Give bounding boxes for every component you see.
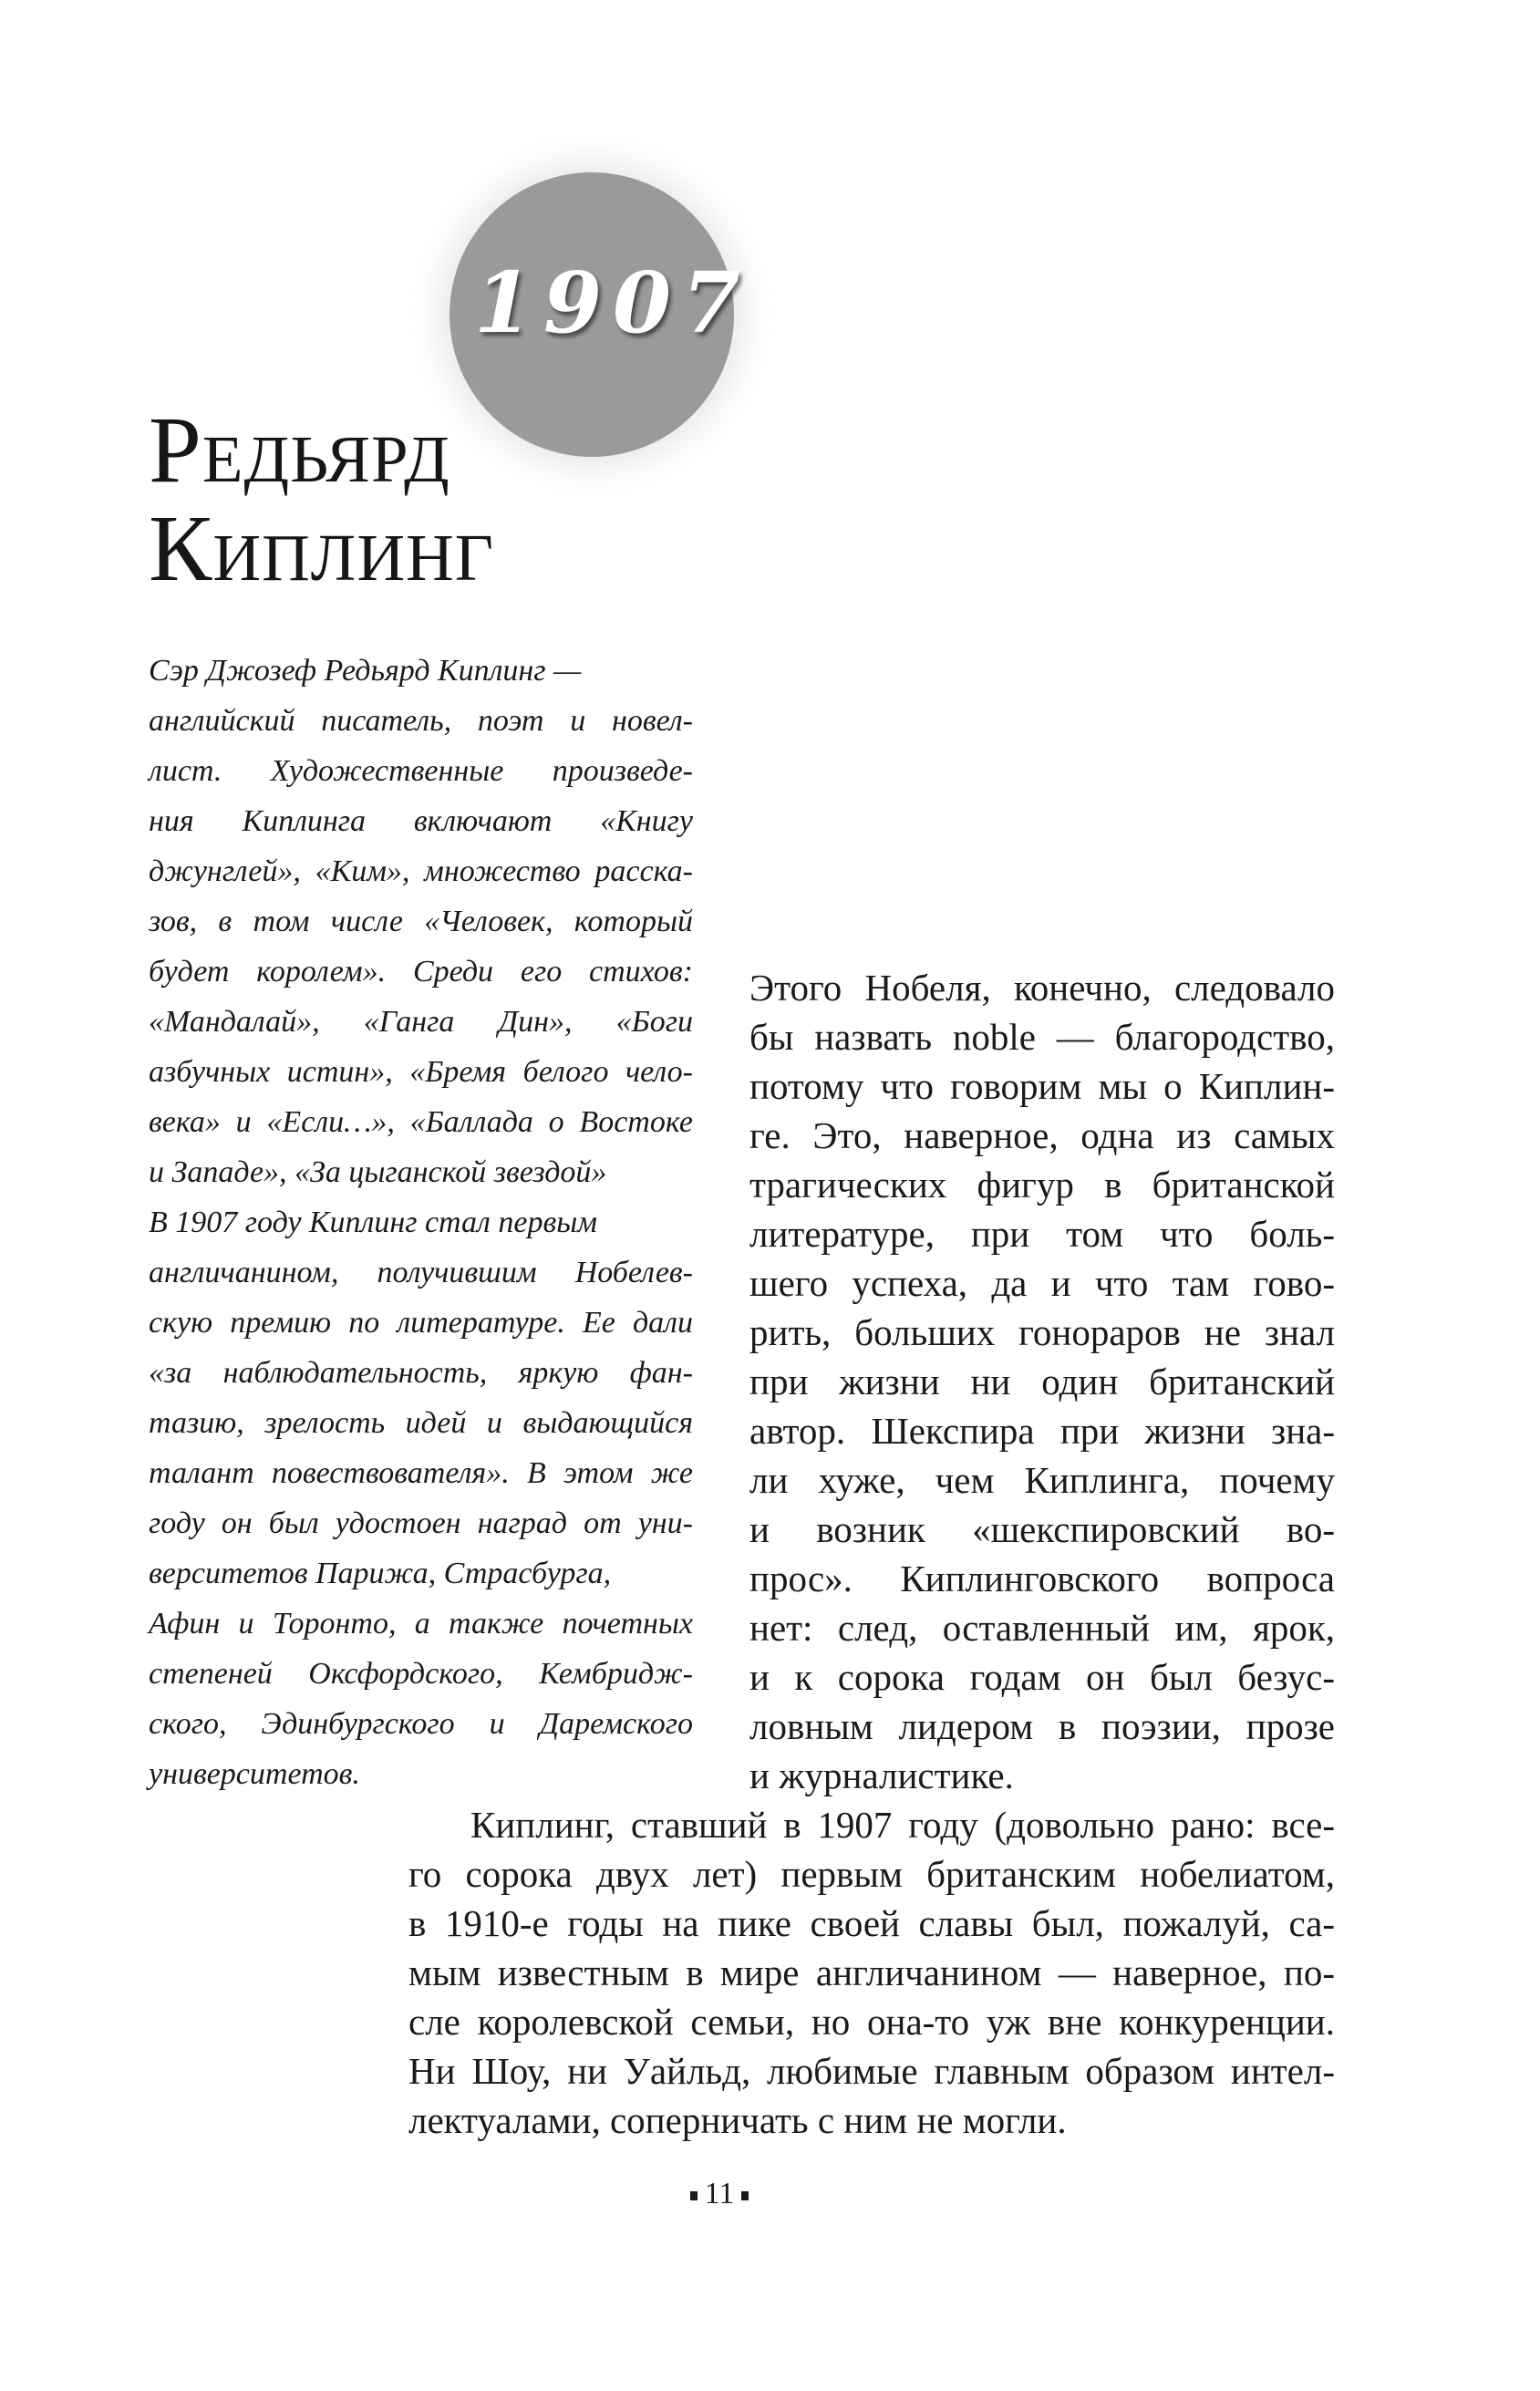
- body-line: бы назвать noble — благородство,: [749, 1016, 1335, 1058]
- body-line: Этого Нобеля, конечно, следовало: [749, 967, 1335, 1009]
- page-number: [678, 2177, 760, 2211]
- title-line-last-name: Киплинг: [149, 496, 494, 601]
- sidebar-line: степеней Оксфордского, Кембридж-: [149, 1657, 693, 1691]
- sidebar-line: азбучных истин», «Бремя белого чело-: [149, 1055, 693, 1089]
- body-line: нет: след, оставленный им, ярок,: [749, 1607, 1335, 1649]
- sidebar-line: Сэр Джозеф Редьярд Киплинг —: [149, 654, 582, 688]
- sidebar-line: зов, в том числе «Человек, который: [149, 905, 693, 938]
- sidebar-line: «за наблюдательность, яркую фан-: [149, 1356, 693, 1390]
- body-line: рить, больших гонораров не знал: [749, 1311, 1335, 1353]
- body-line: потому что говорим мы о Киплин-: [749, 1065, 1335, 1107]
- title-line-first-name: Редьярд: [149, 398, 450, 502]
- sidebar-line: английский писатель, поэт и новел-: [149, 704, 693, 738]
- body-line: Киплинг, ставший в 1907 году (довольно рано: все-: [470, 1804, 1335, 1846]
- sidebar-line: англичанином, получившим Нобелев-: [149, 1256, 693, 1289]
- body-line: го сорока двух лет) первым британским нобелиатом,: [408, 1853, 1335, 1895]
- body-line: и к сорока годам он был безус-: [749, 1656, 1335, 1698]
- biography-sidebar: [149, 646, 693, 1799]
- body-line: сле королевской семьи, но она-то уж вне конкуренции.: [408, 2001, 1335, 2043]
- bullet-icon: [741, 2191, 749, 2200]
- sidebar-line: году он был удостоен наград от уни-: [149, 1506, 693, 1540]
- sidebar-line: ского, Эдинбургского и Даремского: [149, 1707, 693, 1741]
- body-line: ге. Это, наверное, одна из самых: [749, 1114, 1335, 1156]
- sidebar-line: верситетов Парижа, Страсбурга,: [149, 1557, 612, 1590]
- page-number-value: 11: [704, 2177, 735, 2210]
- body-line: в 1910-е годы на пике своей славы был, пожалуй, са-: [408, 1902, 1335, 1944]
- sidebar-line: лист. Художественные произведе-: [149, 754, 693, 788]
- body-line: и журналистике.: [749, 1754, 1014, 1796]
- year-label: 1907: [474, 254, 752, 352]
- body-line: Ни Шоу, ни Уайльд, любимые главным образом интел-: [408, 2050, 1335, 2092]
- body-paragraph-2: [408, 1800, 1335, 2145]
- sidebar-line: джунглей», «Ким», множество расска-: [149, 854, 693, 888]
- sidebar-line: В 1907 году Киплинг стал первым: [149, 1206, 597, 1239]
- body-line: и возник «шекспировский во-: [749, 1508, 1335, 1550]
- body-line: трагических фигур в британской: [749, 1164, 1335, 1206]
- body-line: лектуалами, соперничать с ним не могли.: [408, 2099, 1067, 2141]
- body-line: шего успеха, да и что там гово-: [749, 1262, 1335, 1304]
- sidebar-line: «Мандалай», «Ганга Дин», «Боги: [149, 1005, 693, 1039]
- body-line: ли хуже, чем Киплинга, почему: [749, 1459, 1335, 1501]
- body-paragraph-1: [749, 963, 1335, 1800]
- sidebar-line: тазию, зрелость идей и выдающийся: [149, 1406, 693, 1440]
- sidebar-line: скую премию по литературе. Ее дали: [149, 1306, 693, 1340]
- body-line: ловным лидером в поэзии, прозе: [749, 1705, 1335, 1747]
- sidebar-line: университетов.: [149, 1757, 360, 1791]
- body-line: литературе, при том что боль-: [749, 1213, 1335, 1255]
- sidebar-line: будет королем». Среди его стихов:: [149, 955, 693, 988]
- sidebar-line: талант повествователя». В этом же: [149, 1456, 693, 1490]
- body-line: мым известным в мире англичанином — наверное, по-: [408, 1951, 1335, 1993]
- bullet-icon: [690, 2191, 698, 2200]
- chapter-title: [149, 398, 494, 601]
- body-line: при жизни ни один британский: [749, 1361, 1335, 1403]
- sidebar-line: ния Киплинга включают «Книгу: [149, 804, 693, 838]
- body-line: автор. Шекспира при жизни зна-: [749, 1410, 1335, 1452]
- sidebar-line: века» и «Если…», «Баллада о Востоке: [149, 1105, 693, 1139]
- sidebar-line: Афин и Торонто, а также почетных: [149, 1607, 693, 1641]
- sidebar-line: и Западе», «За цыганской звездой»: [149, 1155, 607, 1189]
- body-line: прос». Киплинговского вопроса: [749, 1558, 1335, 1599]
